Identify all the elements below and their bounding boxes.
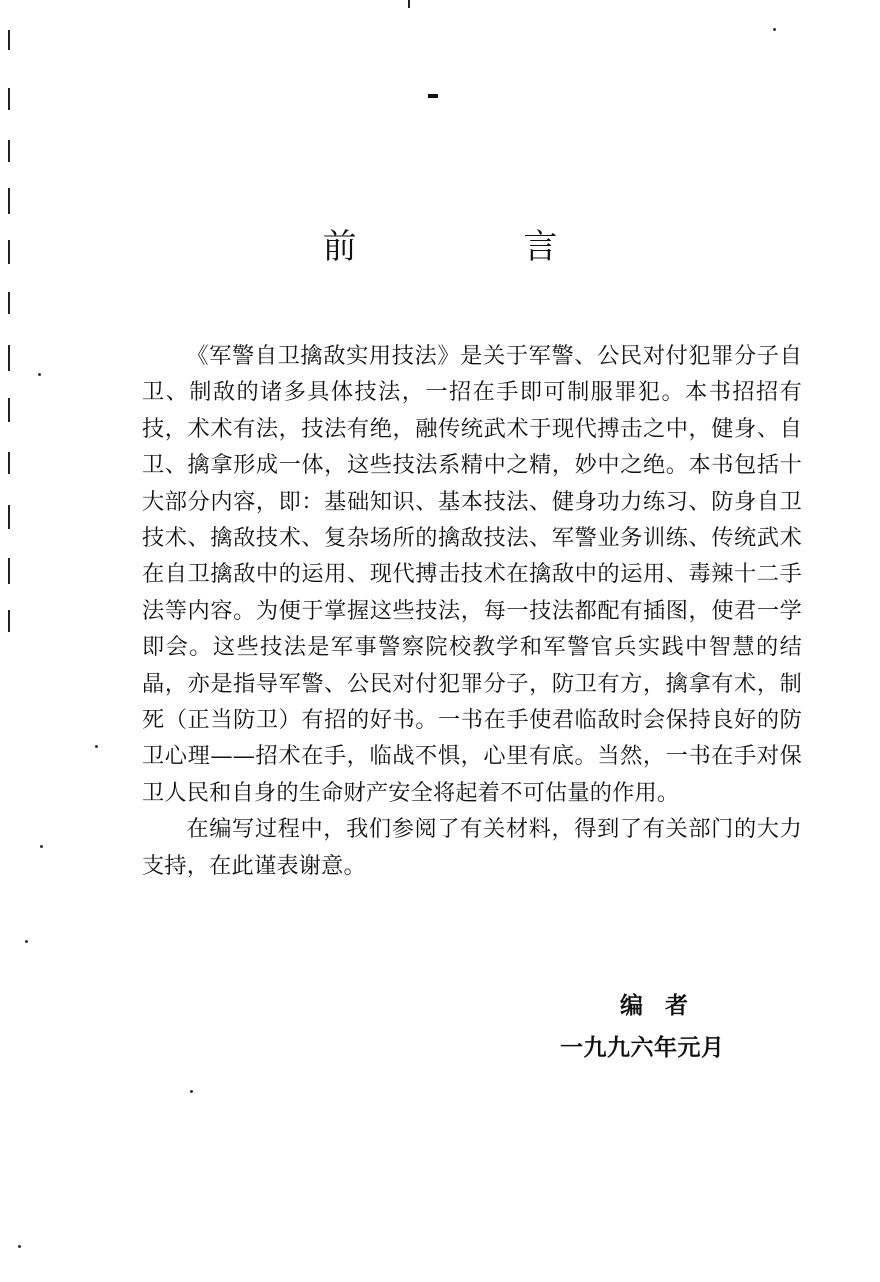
scan-speck — [25, 940, 28, 943]
scan-edge-mark — [408, 0, 410, 8]
signature-author: 编者 — [620, 992, 710, 1019]
scan-speck — [18, 1245, 21, 1248]
scan-speck — [38, 373, 41, 376]
preface-body — [142, 338, 802, 884]
scan-speck — [190, 1090, 193, 1093]
page-mark — [428, 94, 438, 98]
scan-speck — [95, 745, 98, 748]
signature-block — [560, 985, 760, 1069]
scan-speck — [773, 28, 776, 31]
page-title: 前 言 — [322, 227, 636, 267]
scan-speck — [40, 845, 43, 848]
signature-date: 一九九六年元月 — [560, 1034, 725, 1061]
preface-paragraph: 在编写过程中，我们参阅了有关材料，得到了有关部门的大力支持，在此谨表谢意。 — [142, 816, 802, 879]
preface-paragraph: 《军警自卫擒敌实用技法》是关于军警、公民对付犯罪分子自卫、制敌的诸多具体技法，一招在手即可制服罪犯。本书招招有技，术术有法，技法有绝，融传统武术于现代搏击之中，健身、自卫、擒拿形成一体，这些技法系精中之精，妙中之绝。本书包括十大部分内容，即：基础知识、基本技法、健身功力练习、防身自卫技术、擒敌技术、复杂场所的擒敌技法、军警业务训练、传统武术在自卫擒敌中的运用、现代搏击技术在擒敌中的运用、毒辣十二手法等内容。为便于掌握这些技法，每一技法都配有插图，使君一学即会。这些技法是军事警察院校教学和军警官兵实践中智慧的结晶，亦是指导军警、公民对付犯罪分子，防卫有方，擒拿有术，制死（正当防卫）有招的好书。一书在手使君临敌时会保持良好的防卫心理——招术在手，临战不惧，心里有底。当然，一书在手对保卫人民和自身的生命财产安全将起着不可估量的作用。 — [142, 343, 802, 806]
